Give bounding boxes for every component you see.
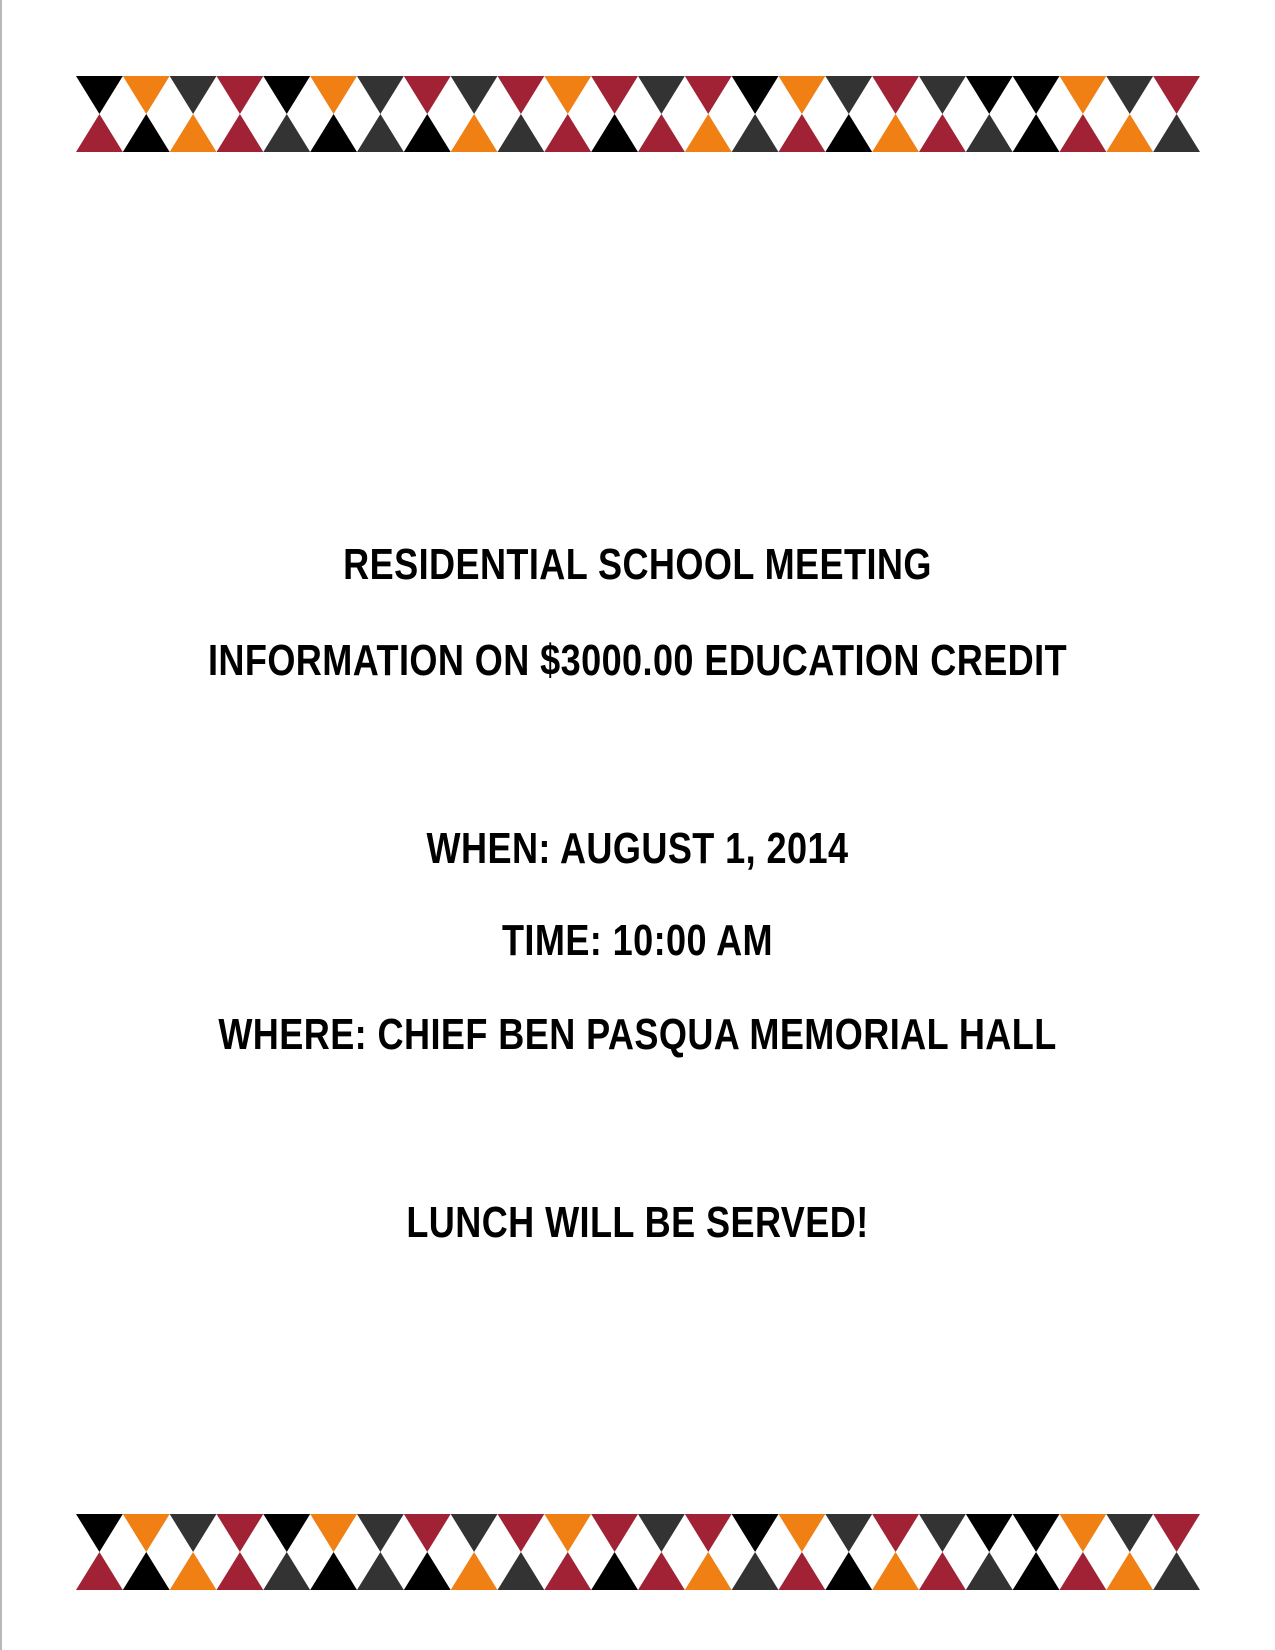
border-triangle — [825, 1552, 872, 1590]
meeting-subtitle: INFORMATION ON $3000.00 EDUCATION CREDIT — [207, 636, 1068, 685]
border-triangle — [1060, 1552, 1107, 1590]
border-triangle — [1060, 114, 1107, 152]
top-decorative-border — [76, 76, 1200, 152]
meeting-title: RESIDENTIAL SCHOOL MEETING — [343, 540, 932, 589]
border-triangle — [919, 1552, 966, 1590]
border-triangle — [1060, 1514, 1107, 1552]
border-triangle — [451, 1552, 498, 1590]
border-triangle — [123, 114, 170, 152]
border-triangle — [498, 76, 545, 114]
border-triangle — [685, 1552, 732, 1590]
border-triangle — [310, 114, 357, 152]
border-triangle — [919, 1514, 966, 1552]
border-triangle — [357, 1552, 404, 1590]
border-triangle — [498, 1552, 545, 1590]
border-triangle — [357, 1514, 404, 1552]
border-triangle — [544, 1514, 591, 1552]
border-triangle — [404, 1514, 451, 1552]
meeting-time: TIME: 10:00 AM — [501, 916, 774, 965]
border-triangle — [732, 1514, 779, 1552]
border-triangle — [263, 76, 310, 114]
lunch-note: LUNCH WILL BE SERVED! — [406, 1198, 869, 1247]
border-triangle — [498, 1514, 545, 1552]
border-triangle — [1106, 114, 1153, 152]
border-triangle — [1060, 76, 1107, 114]
border-triangle — [170, 114, 217, 152]
border-triangle — [263, 1514, 310, 1552]
border-triangle — [638, 114, 685, 152]
border-triangle — [872, 76, 919, 114]
border-triangle — [1013, 76, 1060, 114]
border-triangle — [451, 76, 498, 114]
border-triangle — [1153, 1552, 1200, 1590]
border-triangle — [123, 76, 170, 114]
border-triangle — [966, 114, 1013, 152]
border-triangle — [779, 76, 826, 114]
border-triangle — [544, 1552, 591, 1590]
border-triangle — [357, 76, 404, 114]
page-edge — [0, 0, 2, 1650]
border-triangle — [591, 114, 638, 152]
border-triangle — [1153, 114, 1200, 152]
border-triangle — [76, 114, 123, 152]
border-triangle — [966, 1552, 1013, 1590]
border-triangle — [732, 76, 779, 114]
bottom-decorative-border — [76, 1514, 1200, 1590]
border-triangle — [310, 1552, 357, 1590]
border-triangle — [825, 1514, 872, 1552]
border-triangle — [357, 114, 404, 152]
border-triangle — [1106, 1514, 1153, 1552]
bottom-border-graphic — [76, 1514, 1200, 1590]
border-triangle — [779, 114, 826, 152]
border-triangle — [966, 1514, 1013, 1552]
border-triangle — [76, 76, 123, 114]
border-triangle — [966, 76, 1013, 114]
border-triangle — [1153, 76, 1200, 114]
border-triangle — [451, 114, 498, 152]
border-triangle — [76, 1552, 123, 1590]
border-triangle — [685, 1514, 732, 1552]
border-triangle — [217, 1552, 264, 1590]
border-triangle — [638, 1514, 685, 1552]
border-triangle — [310, 76, 357, 114]
border-triangle — [825, 76, 872, 114]
border-triangle — [544, 114, 591, 152]
top-border-graphic — [76, 76, 1200, 152]
border-triangle — [1106, 1552, 1153, 1590]
border-triangle — [123, 1514, 170, 1552]
border-triangle — [404, 76, 451, 114]
border-triangle — [498, 114, 545, 152]
border-triangle — [591, 1552, 638, 1590]
border-triangle — [919, 114, 966, 152]
border-triangle — [1013, 114, 1060, 152]
border-triangle — [263, 1552, 310, 1590]
border-triangle — [732, 1552, 779, 1590]
border-triangle — [1013, 1552, 1060, 1590]
border-triangle — [170, 1514, 217, 1552]
border-triangle — [310, 1514, 357, 1552]
border-triangle — [170, 76, 217, 114]
border-triangle — [217, 76, 264, 114]
border-triangle — [404, 1552, 451, 1590]
border-triangle — [872, 1552, 919, 1590]
border-triangle — [263, 114, 310, 152]
border-triangle — [872, 1514, 919, 1552]
border-triangle — [685, 76, 732, 114]
border-triangle — [825, 114, 872, 152]
border-triangle — [1106, 76, 1153, 114]
border-triangle — [872, 114, 919, 152]
border-triangle — [779, 1552, 826, 1590]
border-triangle — [919, 76, 966, 114]
border-triangle — [404, 114, 451, 152]
border-triangle — [638, 76, 685, 114]
border-triangle — [732, 114, 779, 152]
border-triangle — [123, 1552, 170, 1590]
border-triangle — [779, 1514, 826, 1552]
border-triangle — [76, 1514, 123, 1552]
border-triangle — [544, 76, 591, 114]
border-triangle — [638, 1552, 685, 1590]
border-triangle — [1013, 1514, 1060, 1552]
border-triangle — [217, 1514, 264, 1552]
border-triangle — [217, 114, 264, 152]
border-triangle — [170, 1552, 217, 1590]
meeting-location: WHERE: CHIEF BEN PASQUA MEMORIAL HALL — [218, 1010, 1057, 1059]
border-triangle — [451, 1514, 498, 1552]
border-triangle — [591, 76, 638, 114]
border-triangle — [685, 114, 732, 152]
meeting-date: WHEN: AUGUST 1, 2014 — [426, 824, 849, 873]
border-triangle — [1153, 1514, 1200, 1552]
border-triangle — [591, 1514, 638, 1552]
